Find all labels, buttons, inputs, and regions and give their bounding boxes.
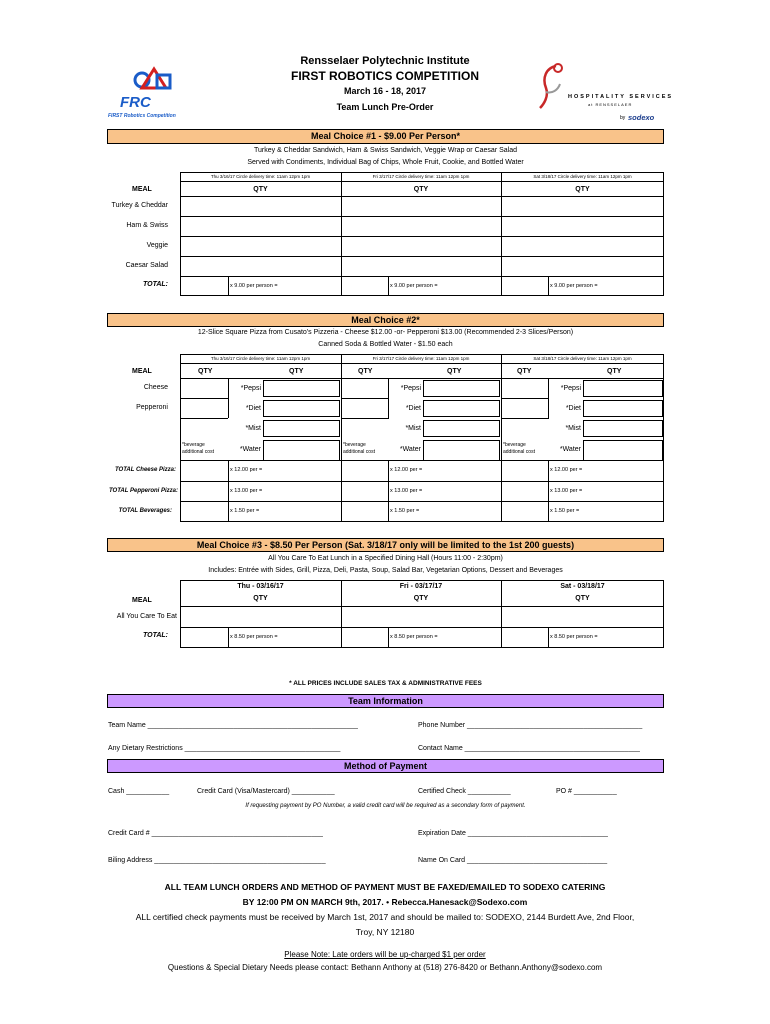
meal1-title: Meal Choice #1 - $9.00 Per Person*: [107, 129, 664, 144]
meal1-qty-thu: QTY: [253, 186, 268, 193]
meal2-per-cheese-thu: x 12.00 per =: [230, 467, 263, 473]
footer-deadline-1: ALL TEAM LUNCH ORDERS AND METHOD OF PAYMENT MUST BE FAXED/EMAILED TO SODEXO CATERING: [164, 882, 606, 892]
sodexo-logo-text: sodexo: [628, 113, 655, 122]
meal2-sat-water-qty[interactable]: [583, 440, 663, 461]
meal2-qty-fri-drinks: QTY: [447, 368, 462, 375]
meal2-fri-diet-qty[interactable]: [423, 400, 500, 417]
meal2-qty-thu: QTY: [198, 368, 213, 375]
meal1-item-turkey: Turkey & Cheddar: [111, 202, 168, 209]
meal2-item-pepperoni: Pepperoni: [136, 404, 168, 411]
meal2-thu-mist-qty[interactable]: [263, 420, 340, 437]
meal1-thu-delivery: Thu 3/16/17 Circle delivery time: 11am 12pm 1pm: [210, 174, 311, 179]
meal3-line2: Includes: Entrée with Sides, Grill, Pizza, Deli, Pasta, Soup, Salad Bar, Vegetarian Options, Dessert and Beverages: [208, 567, 563, 574]
frc-logo-subtitle: FIRST Robotics Competition: [108, 113, 176, 119]
meal2-fri-pepsi-qty[interactable]: [423, 380, 500, 397]
meal2-thu-bev-note: *beverage additional cost: [182, 442, 214, 455]
meal2-per-bev-sat: x 1.50 per =: [550, 508, 580, 514]
meal2-fri-delivery: Fri 3/17/17 Circle delivery time: 11am 12pm 1pm: [372, 356, 470, 361]
hospitality-by: by: [620, 115, 626, 121]
footer-questions: Questions & Special Dietary Needs please contact: Bethann Anthony at (518) 276-8420 or Bethann.Anthony@sodexo.com: [167, 963, 603, 972]
footer-address: Troy, NY 12180: [355, 927, 415, 937]
meal3-meal-label: MEAL: [132, 597, 152, 604]
phone-number-field[interactable]: Phone Number _____________________________________________: [418, 722, 643, 729]
meal2-qty-fri: QTY: [358, 368, 373, 375]
meal3-line1: All You Care To Eat Lunch in a Specified Dining Hall (Hours 11:00 - 2:30pm): [268, 555, 503, 562]
event-title: FIRST ROBOTICS COMPETITION: [291, 69, 479, 83]
meal2-thu-diet: *Diet: [245, 405, 261, 412]
meal3-qty-thu: QTY: [253, 595, 268, 602]
meal2-thu-pepsi: *Pepsi: [240, 385, 261, 392]
name-on-card-field[interactable]: Name On Card ____________________________________: [418, 857, 608, 864]
meal2-qty-sat: QTY: [517, 368, 532, 375]
meal2-sat-water: *Water: [559, 446, 581, 453]
meal2-fri-water-qty[interactable]: [423, 440, 500, 461]
cash-field[interactable]: Cash ___________: [108, 788, 170, 795]
meal2-thu-pepsi-qty[interactable]: [263, 380, 340, 397]
meal3-item: All You Care To Eat: [116, 613, 177, 620]
meal3-qty-sat: QTY: [575, 595, 590, 602]
meal2-per-cheese-fri: x 12.00 per =: [390, 467, 423, 473]
meal2-per-bev-thu: x 1.50 per =: [230, 508, 260, 514]
prices-note: * ALL PRICES INCLUDE SALES TAX & ADMINISTRATIVE FEES: [289, 680, 482, 687]
meal3-day-thu: Thu - 03/16/17: [237, 583, 284, 590]
meal1-line1: Turkey & Cheddar Sandwich, Ham & Swiss Sandwich, Veggie Wrap or Caesar Salad: [253, 147, 517, 154]
footer-deadline-2: BY 12:00 PM ON MARCH 9th, 2017. • Rebecca.Hanesack@Sodexo.com: [242, 897, 528, 907]
meal2-item-cheese: Cheese: [143, 384, 168, 391]
meal2-sat-mist-qty[interactable]: [583, 420, 663, 437]
meal2-thu-mist: *Mist: [245, 425, 261, 432]
meal2-fri-mist: *Mist: [405, 425, 421, 432]
meal1-fri-delivery: Fri 3/17/17 Circle delivery time: 11am 12pm 1pm: [372, 174, 470, 179]
meal2-sat-bev-note: *beverage additional cost: [503, 442, 535, 455]
meal2-fri-diet: *Diet: [405, 405, 421, 412]
meal3-day-fri: Fri - 03/17/17: [399, 583, 443, 590]
credit-card-type-field[interactable]: Credit Card (Visa/Mastercard) ___________: [197, 788, 335, 795]
meal2-total-beverages-label: TOTAL Beverages:: [118, 508, 172, 514]
meal2-thu-diet-qty[interactable]: [263, 400, 340, 417]
meal2-meal-label: MEAL: [132, 368, 152, 375]
hospitality-logo: [538, 62, 674, 124]
meal3-per-fri: x 8.50 per person =: [390, 634, 438, 640]
meal1-total-thu-input[interactable]: [181, 277, 227, 295]
credit-card-number-field[interactable]: Credit Card # ____________________________________________: [108, 830, 323, 837]
meal2-title: Meal Choice #2*: [107, 313, 664, 327]
event-dates: March 16 - 18, 2017: [343, 86, 427, 96]
meal2-sat-diet-qty[interactable]: [583, 400, 663, 417]
meal2-sat-delivery: Sat 3/18/17 Circle delivery time: 11am 12pm 1pm: [533, 356, 632, 361]
meal2-qty-sat-drinks: QTY: [607, 368, 622, 375]
meal3-qty-fri: QTY: [413, 595, 429, 602]
meal2-sat-pepsi-qty[interactable]: [583, 380, 663, 397]
meal2-per-pepperoni-fri: x 13.00 per =: [390, 488, 423, 494]
meal1-qty-sat: QTY: [575, 186, 590, 193]
meal2-qty-thu-drinks: QTY: [289, 368, 304, 375]
meal2-per-pepperoni-sat: x 13.00 per =: [550, 488, 583, 494]
frc-logo-text: FRC: [120, 94, 151, 111]
hospitality-line1: HOSPITALITY SERVICES: [568, 94, 674, 100]
form-title: Team Lunch Pre-Order: [336, 102, 434, 112]
team-name-field[interactable]: Team Name ______________________________________________________: [108, 722, 358, 729]
po-number-field[interactable]: PO # ___________: [556, 788, 617, 795]
meal2-thu-delivery: Thu 3/16/17 Circle delivery time: 11am 12pm 1pm: [210, 356, 311, 361]
meal3-day-sat: Sat - 03/18/17: [560, 583, 605, 590]
meal3-per-sat: x 8.50 per person =: [550, 634, 598, 640]
meal1-qty-fri: QTY: [413, 186, 429, 193]
meal2-fri-bev-note: *beverage additional cost: [343, 442, 375, 455]
footer-check-note: ALL certified check payments must be received by March 1st, 2017 and should be mailed to: SODEXO, 2144 Burdett Ave, 2nd Floor,: [135, 912, 635, 922]
po-note: If requesting payment by PO Number, a valid credit card will be required as a secondary form of payment.: [245, 803, 526, 809]
certified-check-field[interactable]: Certified Check ___________: [418, 788, 511, 795]
meal1-per-thu: x 9.00 per person =: [230, 283, 278, 289]
meal2-fri-water: *Water: [399, 446, 421, 453]
meal2-sat-diet: *Diet: [565, 405, 581, 412]
meal2-fri-pepsi: *Pepsi: [400, 385, 421, 392]
meal2-per-pepperoni-thu: x 13.00 per =: [230, 488, 263, 494]
meal1-per-sat: x 9.00 per person =: [550, 283, 598, 289]
meal1-item-caesar: Caesar Salad: [125, 262, 168, 269]
dietary-restrictions-field[interactable]: Any Dietary Restrictions ________________________________________: [108, 745, 341, 752]
meal2-line2: Canned Soda & Bottled Water - $1.50 each: [318, 341, 453, 348]
footer-late-note: Please Note: Late orders will be up-charged $1 per order: [284, 950, 486, 959]
meal2-sat-mist: *Mist: [565, 425, 581, 432]
expiration-date-field[interactable]: Expiration Date ____________________________________: [418, 830, 608, 837]
meal2-sat-pepsi: *Pepsi: [560, 385, 581, 392]
meal2-fri-mist-qty[interactable]: [423, 420, 500, 437]
hospitality-line2: at RENSSELAER: [588, 102, 633, 107]
meal2-per-bev-fri: x 1.50 per =: [390, 508, 420, 514]
frc-logo: [108, 66, 182, 122]
meal2-thu-water-qty[interactable]: [263, 440, 340, 461]
meal2-thu-water: *Water: [239, 446, 261, 453]
meal2-total-pepperoni-label: TOTAL Pepperoni Pizza:: [108, 488, 178, 494]
meal3-title: Meal Choice #3 - $8.50 Per Person (Sat. 3/18/17 only will be limited to the 1st 200 guests): [107, 538, 664, 552]
meal1-line2: Served with Condiments, Individual Bag of Chips, Whole Fruit, Cookie, and Bottled Water: [247, 159, 524, 166]
meal1-item-ham: Ham & Swiss: [126, 222, 168, 229]
meal2-total-cheese-label: TOTAL Cheese Pizza:: [114, 467, 176, 473]
meal1-per-fri: x 9.00 per person =: [390, 283, 438, 289]
meal1-total-label: TOTAL:: [142, 281, 168, 288]
meal3-per-thu: x 8.50 per person =: [230, 634, 278, 640]
team-info-title: Team Information: [107, 694, 664, 708]
meal1-sat-delivery: Sat 3/18/17 Circle delivery time: 11am 12pm 1pm: [533, 174, 632, 179]
meal2-line1: 12-Slice Square Pizza from Cusato's Pizzeria - Cheese $12.00 -or- Pepperoni $13.00 (Recommended 2-3 Slices/Person): [197, 329, 574, 336]
contact-name-field[interactable]: Contact Name _____________________________________________: [418, 745, 640, 752]
meal1-meal-label: MEAL: [132, 186, 152, 193]
billing-address-field[interactable]: Biling Address ____________________________________________: [108, 857, 326, 864]
institution-name: Rensselaer Polytechnic Institute: [300, 55, 470, 67]
meal3-total-label: TOTAL:: [142, 632, 168, 639]
meal2-per-cheese-sat: x 12.00 per =: [550, 467, 583, 473]
payment-title: Method of Payment: [107, 759, 664, 773]
meal1-item-veggie: Veggie: [146, 242, 168, 249]
